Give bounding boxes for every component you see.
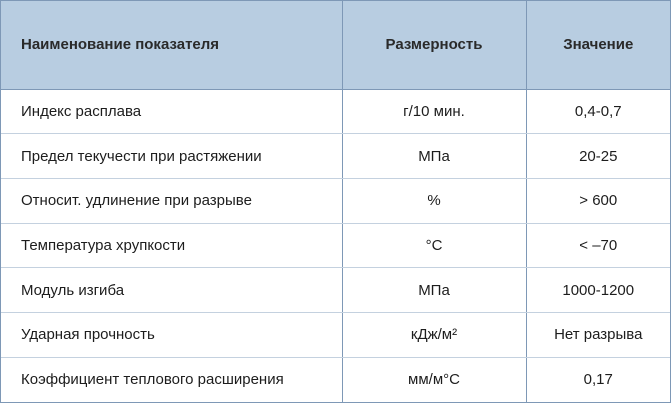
row-value: < –70 <box>526 223 670 268</box>
row-unit: МПа <box>342 268 526 313</box>
row-value: Нет разрыва <box>526 313 670 358</box>
row-name: Предел текучести при растяжении <box>1 134 342 179</box>
row-unit: % <box>342 178 526 223</box>
row-name: Относит. удлинение при разрыве <box>1 178 342 223</box>
row-unit: мм/м°С <box>342 357 526 402</box>
table-row <box>1 313 670 358</box>
row-name: Модуль изгиба <box>1 268 342 313</box>
header-row <box>1 1 670 89</box>
row-value: 1000-1200 <box>526 268 670 313</box>
row-unit: °С <box>342 223 526 268</box>
table-row <box>1 134 670 179</box>
table-body <box>1 89 670 402</box>
table-row <box>1 89 670 134</box>
row-value: 0,17 <box>583 371 613 389</box>
table-row <box>1 357 670 402</box>
table-row <box>1 178 670 223</box>
header-unit: Размерность <box>342 1 526 89</box>
row-value: 0,4-0,7 <box>526 89 670 134</box>
row-name: Ударная прочность <box>1 313 342 358</box>
row-name: Температура хрупкости <box>1 223 342 268</box>
header-value: Значение <box>526 1 670 89</box>
row-unit: МПа <box>342 134 526 179</box>
row-name: Индекс расплава <box>1 89 342 134</box>
table-row <box>1 223 670 268</box>
properties-table <box>1 1 670 402</box>
table-row <box>1 268 670 313</box>
row-unit: кДж/м² <box>342 313 526 358</box>
row-unit: г/10 мин. <box>342 89 526 134</box>
row-name: Коэффициент теплового расширения <box>1 357 342 402</box>
table-header <box>1 1 670 89</box>
row-value: 20-25 <box>526 134 670 179</box>
header-name: Наименование показателя <box>1 1 342 89</box>
row-value: > 600 <box>526 178 670 223</box>
